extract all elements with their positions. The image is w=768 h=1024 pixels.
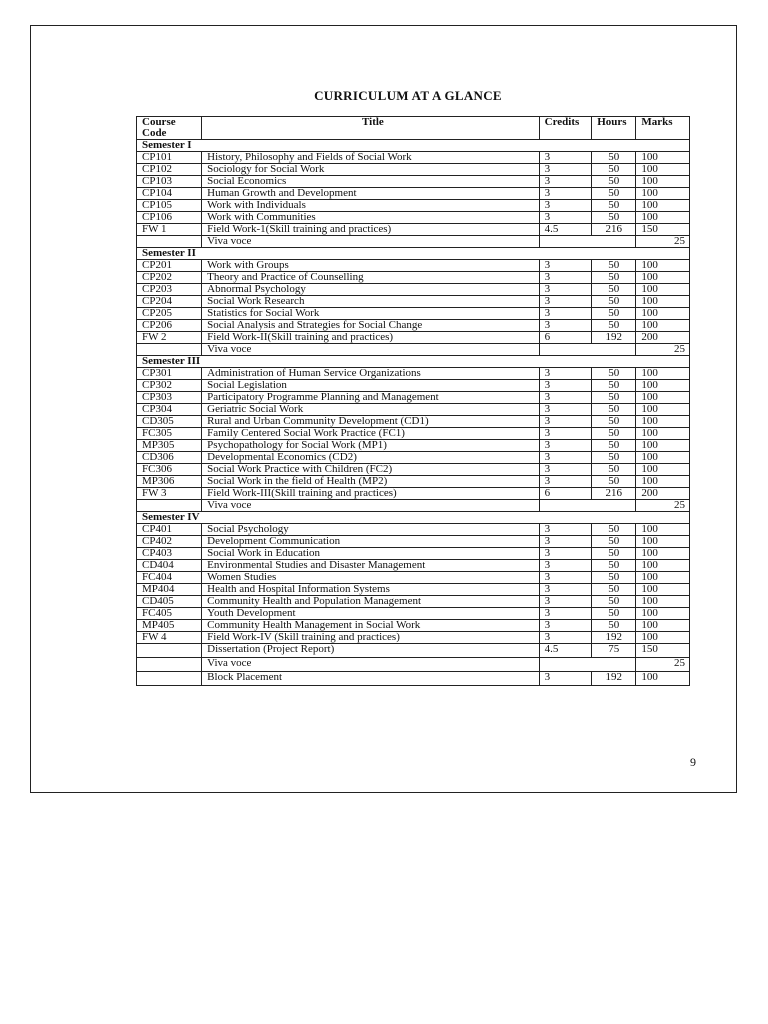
course-title-cell: Field Work-III(Skill training and practices) bbox=[202, 488, 539, 500]
header-title: Title bbox=[202, 117, 539, 140]
course-title-cell: Viva voce bbox=[202, 344, 539, 356]
course-row bbox=[137, 152, 690, 164]
hours-cell: 50 bbox=[592, 212, 636, 224]
marks-cell: 25 bbox=[636, 658, 690, 672]
credits-cell: 6 bbox=[539, 332, 592, 344]
credits-cell: 3 bbox=[539, 416, 592, 428]
course-code-cell: CP401 bbox=[137, 524, 202, 536]
course-code-cell: FC306 bbox=[137, 464, 202, 476]
course-row bbox=[137, 212, 690, 224]
marks-cell: 100 bbox=[636, 536, 690, 548]
marks-cell: 100 bbox=[636, 392, 690, 404]
marks-cell: 100 bbox=[636, 632, 690, 644]
course-code-cell: CP304 bbox=[137, 404, 202, 416]
marks-cell: 100 bbox=[636, 572, 690, 584]
course-code-cell: CP106 bbox=[137, 212, 202, 224]
course-title-cell: Social Work Research bbox=[202, 296, 539, 308]
hours-cell: 50 bbox=[592, 476, 636, 488]
course-row bbox=[137, 164, 690, 176]
marks-cell: 25 bbox=[636, 344, 690, 356]
marks-cell: 150 bbox=[636, 644, 690, 658]
credits-cell: 3 bbox=[539, 296, 592, 308]
course-code-cell: CP301 bbox=[137, 368, 202, 380]
course-code-cell bbox=[137, 644, 202, 658]
hours-cell: 50 bbox=[592, 152, 636, 164]
course-title-cell: Family Centered Social Work Practice (FC1) bbox=[202, 428, 539, 440]
hours-cell: 50 bbox=[592, 308, 636, 320]
viva-voce-row bbox=[137, 344, 690, 356]
course-row bbox=[137, 644, 690, 658]
course-code-cell: CP105 bbox=[137, 200, 202, 212]
hours-cell: 50 bbox=[592, 536, 636, 548]
course-title-cell: Statistics for Social Work bbox=[202, 308, 539, 320]
credits-cell: 3 bbox=[539, 584, 592, 596]
marks-cell: 100 bbox=[636, 200, 690, 212]
marks-cell: 150 bbox=[636, 224, 690, 236]
marks-cell: 100 bbox=[636, 260, 690, 272]
course-title-cell: Work with Communities bbox=[202, 212, 539, 224]
hours-cell: 50 bbox=[592, 440, 636, 452]
course-code-cell: CP303 bbox=[137, 392, 202, 404]
course-title-cell: Psychopathology for Social Work (MP1) bbox=[202, 440, 539, 452]
course-row bbox=[137, 620, 690, 632]
hours-cell: 50 bbox=[592, 464, 636, 476]
course-row bbox=[137, 284, 690, 296]
course-code-cell: CP201 bbox=[137, 260, 202, 272]
course-code-cell: FC405 bbox=[137, 608, 202, 620]
hours-cell: 50 bbox=[592, 596, 636, 608]
course-code-cell: CP302 bbox=[137, 380, 202, 392]
semester-heading: Semester I bbox=[137, 140, 690, 152]
table-body bbox=[137, 140, 690, 686]
course-code-cell: CP104 bbox=[137, 188, 202, 200]
course-title-cell: Youth Development bbox=[202, 608, 539, 620]
hours-cell: 50 bbox=[592, 524, 636, 536]
course-row bbox=[137, 188, 690, 200]
course-row bbox=[137, 308, 690, 320]
marks-cell: 100 bbox=[636, 164, 690, 176]
course-row bbox=[137, 560, 690, 572]
marks-cell: 100 bbox=[636, 380, 690, 392]
course-row bbox=[137, 672, 690, 686]
viva-voce-row bbox=[137, 500, 690, 512]
page-title: CURRICULUM AT A GLANCE bbox=[314, 88, 502, 103]
course-title-cell: Social Work in the field of Health (MP2) bbox=[202, 476, 539, 488]
course-row bbox=[137, 332, 690, 344]
course-code-cell bbox=[137, 658, 202, 672]
course-row bbox=[137, 200, 690, 212]
marks-cell: 25 bbox=[636, 236, 690, 248]
marks-cell: 100 bbox=[636, 452, 690, 464]
hours-cell: 50 bbox=[592, 200, 636, 212]
course-title-cell: Work with Groups bbox=[202, 260, 539, 272]
course-code-cell: CP203 bbox=[137, 284, 202, 296]
hours-cell: 192 bbox=[592, 632, 636, 644]
course-row bbox=[137, 452, 690, 464]
hours-cell: 50 bbox=[592, 620, 636, 632]
marks-cell: 100 bbox=[636, 672, 690, 686]
credits-cell: 3 bbox=[539, 320, 592, 332]
credits-cell: 3 bbox=[539, 272, 592, 284]
credits-hours-cell bbox=[539, 500, 636, 512]
course-row bbox=[137, 608, 690, 620]
credits-cell: 3 bbox=[539, 452, 592, 464]
hours-cell: 50 bbox=[592, 284, 636, 296]
credits-cell: 3 bbox=[539, 560, 592, 572]
course-row bbox=[137, 584, 690, 596]
marks-cell: 200 bbox=[636, 488, 690, 500]
course-code-cell: MP306 bbox=[137, 476, 202, 488]
marks-cell: 100 bbox=[636, 548, 690, 560]
marks-cell: 100 bbox=[636, 272, 690, 284]
hours-cell: 50 bbox=[592, 584, 636, 596]
semester-heading: Semester IV bbox=[137, 512, 690, 524]
marks-cell: 100 bbox=[636, 464, 690, 476]
course-row bbox=[137, 176, 690, 188]
course-title-cell: Social Legislation bbox=[202, 380, 539, 392]
hours-cell: 50 bbox=[592, 272, 636, 284]
marks-cell: 25 bbox=[636, 500, 690, 512]
course-row bbox=[137, 464, 690, 476]
credits-cell: 3 bbox=[539, 368, 592, 380]
hours-cell: 216 bbox=[592, 488, 636, 500]
course-row bbox=[137, 380, 690, 392]
marks-cell: 100 bbox=[636, 476, 690, 488]
course-code-cell: CP101 bbox=[137, 152, 202, 164]
course-title-cell: Human Growth and Development bbox=[202, 188, 539, 200]
marks-cell: 100 bbox=[636, 620, 690, 632]
course-code-cell: FW 3 bbox=[137, 488, 202, 500]
course-title-cell: Environmental Studies and Disaster Management bbox=[202, 560, 539, 572]
header-course-code: Course Code bbox=[137, 117, 202, 140]
hours-cell: 216 bbox=[592, 224, 636, 236]
course-title-cell: Community Health and Population Management bbox=[202, 596, 539, 608]
course-code-cell: CD404 bbox=[137, 560, 202, 572]
curriculum-table bbox=[136, 116, 690, 686]
course-row bbox=[137, 272, 690, 284]
course-code-cell: MP404 bbox=[137, 584, 202, 596]
credits-cell: 3 bbox=[539, 164, 592, 176]
course-code-cell: MP405 bbox=[137, 620, 202, 632]
course-code-cell: FW 4 bbox=[137, 632, 202, 644]
header-credits: Credits bbox=[539, 117, 592, 140]
hours-cell: 50 bbox=[592, 428, 636, 440]
credits-cell: 3 bbox=[539, 152, 592, 164]
semester-heading-row bbox=[137, 512, 690, 524]
hours-cell: 50 bbox=[592, 260, 636, 272]
marks-cell: 100 bbox=[636, 416, 690, 428]
credits-cell: 3 bbox=[539, 524, 592, 536]
semester-heading: Semester II bbox=[137, 248, 690, 260]
course-title-cell: Social Psychology bbox=[202, 524, 539, 536]
course-code-cell: CP103 bbox=[137, 176, 202, 188]
marks-cell: 100 bbox=[636, 596, 690, 608]
hours-cell: 50 bbox=[592, 560, 636, 572]
table-header-row bbox=[137, 117, 690, 140]
course-title-cell: Community Health Management in Social Work bbox=[202, 620, 539, 632]
credits-cell: 3 bbox=[539, 596, 592, 608]
credits-hours-cell bbox=[539, 344, 636, 356]
marks-cell: 200 bbox=[636, 332, 690, 344]
course-row bbox=[137, 416, 690, 428]
hours-cell: 50 bbox=[592, 368, 636, 380]
hours-cell: 50 bbox=[592, 416, 636, 428]
course-title-cell: Women Studies bbox=[202, 572, 539, 584]
course-title-cell: Viva voce bbox=[202, 500, 539, 512]
credits-hours-cell bbox=[539, 658, 636, 672]
hours-cell: 50 bbox=[592, 548, 636, 560]
course-title-cell: Social Economics bbox=[202, 176, 539, 188]
marks-cell: 100 bbox=[636, 176, 690, 188]
course-code-cell bbox=[137, 344, 202, 356]
marks-cell: 100 bbox=[636, 428, 690, 440]
course-code-cell bbox=[137, 236, 202, 248]
hours-cell: 50 bbox=[592, 392, 636, 404]
credits-cell: 3 bbox=[539, 572, 592, 584]
credits-cell: 3 bbox=[539, 536, 592, 548]
course-title-cell: Sociology for Social Work bbox=[202, 164, 539, 176]
course-code-cell: CD305 bbox=[137, 416, 202, 428]
page-number: 9 bbox=[690, 755, 696, 769]
marks-cell: 100 bbox=[636, 560, 690, 572]
credits-cell: 3 bbox=[539, 440, 592, 452]
credits-cell: 3 bbox=[539, 188, 592, 200]
course-title-cell: Developmental Economics (CD2) bbox=[202, 452, 539, 464]
course-title-cell: Health and Hospital Information Systems bbox=[202, 584, 539, 596]
course-row bbox=[137, 428, 690, 440]
viva-voce-row bbox=[137, 236, 690, 248]
hours-cell: 50 bbox=[592, 188, 636, 200]
course-row bbox=[137, 572, 690, 584]
credits-cell: 3 bbox=[539, 260, 592, 272]
credits-cell: 3 bbox=[539, 380, 592, 392]
hours-cell: 50 bbox=[592, 608, 636, 620]
course-row bbox=[137, 368, 690, 380]
credits-cell: 4.5 bbox=[539, 644, 592, 658]
course-code-cell: CP206 bbox=[137, 320, 202, 332]
course-title-cell: Dissertation (Project Report) bbox=[202, 644, 539, 658]
marks-cell: 100 bbox=[636, 152, 690, 164]
credits-cell: 3 bbox=[539, 176, 592, 188]
course-title-cell: Development Communication bbox=[202, 536, 539, 548]
semester-heading-row bbox=[137, 356, 690, 368]
hours-cell: 75 bbox=[592, 644, 636, 658]
course-code-cell: CP205 bbox=[137, 308, 202, 320]
credits-cell: 3 bbox=[539, 672, 592, 686]
credits-cell: 3 bbox=[539, 404, 592, 416]
credits-cell: 3 bbox=[539, 308, 592, 320]
course-title-cell: Social Work in Education bbox=[202, 548, 539, 560]
course-row bbox=[137, 476, 690, 488]
marks-cell: 100 bbox=[636, 308, 690, 320]
course-code-cell: CP403 bbox=[137, 548, 202, 560]
hours-cell: 50 bbox=[592, 572, 636, 584]
course-code-cell: CP102 bbox=[137, 164, 202, 176]
course-code-cell: FW 2 bbox=[137, 332, 202, 344]
hours-cell: 50 bbox=[592, 404, 636, 416]
hours-cell: 50 bbox=[592, 452, 636, 464]
marks-cell: 100 bbox=[636, 404, 690, 416]
course-row bbox=[137, 260, 690, 272]
course-code-cell: MP305 bbox=[137, 440, 202, 452]
marks-cell: 100 bbox=[636, 320, 690, 332]
credits-cell: 3 bbox=[539, 608, 592, 620]
marks-cell: 100 bbox=[636, 284, 690, 296]
hours-cell: 50 bbox=[592, 176, 636, 188]
course-title-cell: Participatory Programme Planning and Management bbox=[202, 392, 539, 404]
course-code-cell: CP402 bbox=[137, 536, 202, 548]
marks-cell: 100 bbox=[636, 368, 690, 380]
marks-cell: 100 bbox=[636, 188, 690, 200]
course-title-cell: Theory and Practice of Counselling bbox=[202, 272, 539, 284]
course-code-cell: FC404 bbox=[137, 572, 202, 584]
marks-cell: 100 bbox=[636, 584, 690, 596]
course-code-cell: CP202 bbox=[137, 272, 202, 284]
course-title-cell: Work with Individuals bbox=[202, 200, 539, 212]
marks-cell: 100 bbox=[636, 212, 690, 224]
viva-voce-row bbox=[137, 658, 690, 672]
credits-cell: 3 bbox=[539, 476, 592, 488]
semester-heading: Semester III bbox=[137, 356, 690, 368]
hours-cell: 50 bbox=[592, 380, 636, 392]
course-code-cell: FW 1 bbox=[137, 224, 202, 236]
course-row bbox=[137, 392, 690, 404]
credits-cell: 3 bbox=[539, 620, 592, 632]
course-title-cell: History, Philosophy and Fields of Social Work bbox=[202, 152, 539, 164]
hours-cell: 50 bbox=[592, 320, 636, 332]
hours-cell: 50 bbox=[592, 164, 636, 176]
course-title-cell: Administration of Human Service Organizations bbox=[202, 368, 539, 380]
semester-heading-row bbox=[137, 140, 690, 152]
course-code-cell: CD405 bbox=[137, 596, 202, 608]
course-code-cell: CD306 bbox=[137, 452, 202, 464]
course-title-cell: Social Analysis and Strategies for Social Change bbox=[202, 320, 539, 332]
header-marks: Marks bbox=[636, 117, 690, 140]
course-row bbox=[137, 488, 690, 500]
course-row bbox=[137, 632, 690, 644]
course-row bbox=[137, 320, 690, 332]
course-title-cell: Rural and Urban Community Development (CD1) bbox=[202, 416, 539, 428]
marks-cell: 100 bbox=[636, 524, 690, 536]
hours-cell: 192 bbox=[592, 672, 636, 686]
marks-cell: 100 bbox=[636, 440, 690, 452]
course-title-cell: Social Work Practice with Children (FC2) bbox=[202, 464, 539, 476]
course-row bbox=[137, 404, 690, 416]
course-code-cell: FC305 bbox=[137, 428, 202, 440]
credits-cell: 3 bbox=[539, 212, 592, 224]
credits-cell: 3 bbox=[539, 548, 592, 560]
course-title-cell: Viva voce bbox=[202, 658, 539, 672]
course-title-cell: Field Work-II(Skill training and practices) bbox=[202, 332, 539, 344]
course-title-cell: Viva voce bbox=[202, 236, 539, 248]
course-row bbox=[137, 596, 690, 608]
credits-cell: 3 bbox=[539, 392, 592, 404]
credits-cell: 3 bbox=[539, 632, 592, 644]
credits-cell: 3 bbox=[539, 464, 592, 476]
course-title-cell: Abnormal Psychology bbox=[202, 284, 539, 296]
course-title-cell: Field Work-1(Skill training and practices) bbox=[202, 224, 539, 236]
course-row bbox=[137, 548, 690, 560]
course-row bbox=[137, 536, 690, 548]
semester-heading-row bbox=[137, 248, 690, 260]
credits-cell: 3 bbox=[539, 428, 592, 440]
course-title-cell: Block Placement bbox=[202, 672, 539, 686]
course-code-cell: CP204 bbox=[137, 296, 202, 308]
credits-cell: 3 bbox=[539, 200, 592, 212]
course-row bbox=[137, 440, 690, 452]
course-row bbox=[137, 524, 690, 536]
course-title-cell: Field Work-IV (Skill training and practices) bbox=[202, 632, 539, 644]
marks-cell: 100 bbox=[636, 608, 690, 620]
course-code-cell bbox=[137, 672, 202, 686]
hours-cell: 50 bbox=[592, 296, 636, 308]
hours-cell: 192 bbox=[592, 332, 636, 344]
course-code-cell bbox=[137, 500, 202, 512]
course-title-cell: Geriatric Social Work bbox=[202, 404, 539, 416]
marks-cell: 100 bbox=[636, 296, 690, 308]
credits-hours-cell bbox=[539, 236, 636, 248]
credits-cell: 4.5 bbox=[539, 224, 592, 236]
credits-cell: 3 bbox=[539, 284, 592, 296]
header-hours: Hours bbox=[592, 117, 636, 140]
course-row bbox=[137, 296, 690, 308]
course-row bbox=[137, 224, 690, 236]
credits-cell: 6 bbox=[539, 488, 592, 500]
